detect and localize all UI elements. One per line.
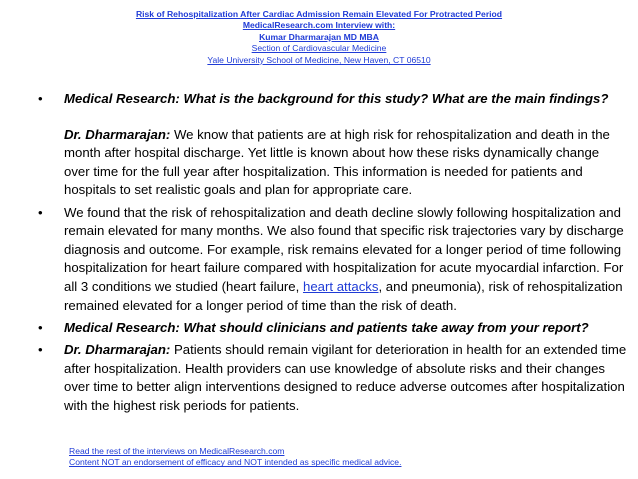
findings-text-end: , and pneumonia), risk of rehospitalization remained elevated for a longer period of time than the risk of death. — [64, 278, 623, 313]
footer — [69, 446, 401, 469]
question-heading: Medical Research: What is the background for this study? What are the main findings? — [64, 91, 609, 106]
list-item — [28, 319, 628, 338]
heart-attacks-link[interactable]: heart attacks — [302, 278, 379, 294]
list-item — [28, 204, 628, 316]
answer-paragraph — [64, 126, 628, 200]
disclaimer-link[interactable]: Content NOT an endorsement of efficacy and NOT intended as specific medical advice. — [69, 457, 402, 468]
answer-paragraph — [64, 341, 628, 415]
bullet: • — [38, 319, 43, 335]
answer-speaker: Dr. Dharmarajan: — [64, 126, 171, 142]
bullet: • — [38, 341, 43, 357]
interviewee-name-link[interactable]: Kumar Dharmarajan MD MBA — [259, 31, 379, 42]
answer-text: We know that patients are at high risk for rehospitalization and death in the month after hospital discharge. Yet little is known about how these risks dynamically change over time for the full year after hospitalization. This information is needed for patients and hospitals to set realistic goals and plan for appropriate care. — [64, 126, 610, 198]
question-heading: Medical Research: What should clinicians and patients take away from your report? — [64, 319, 589, 335]
list-item — [28, 341, 628, 415]
section-link[interactable]: Section of Cardiovascular Medicine — [251, 43, 387, 54]
header — [0, 9, 638, 66]
list-item — [28, 90, 628, 200]
read-more-link[interactable]: Read the rest of the interviews on MedicalResearch.com — [69, 446, 285, 456]
main-content — [28, 90, 628, 419]
interview-link[interactable]: MedicalResearch.com Interview with: — [242, 20, 396, 31]
institution-link[interactable]: Yale University School of Medicine, New Haven, CT 06510 — [207, 54, 431, 65]
bullet: • — [38, 204, 43, 220]
answer-speaker: Dr. Dharmarajan: — [64, 341, 171, 357]
bullet: • — [38, 91, 43, 106]
answer-text: Patients should remain vigilant for deterioration in health for an extended time after hospitalization. Health providers can use knowledge of absolute risks and their changes over time to better align interventions designed to reduce adverse outcomes after hospitalization with the highest risk periods for patients. — [64, 341, 627, 413]
findings-text: We found that the risk of rehospitalization and death decline slowly following hospitalization and remain elevated for many months. We also found that specific risk trajectories vary by discharge diagnosis and outcome. For example, risk remains elevated for a longer period of time following hospitalization for heart failure compared with hospitalization for acute myocardial infarction. For all 3 conditions we studied (heart failure, — [64, 204, 624, 294]
article-title-link[interactable]: Risk of Rehospitalization After Cardiac Admission Remain Elevated For Protracted Period — [135, 9, 503, 19]
findings-paragraph — [64, 204, 628, 316]
